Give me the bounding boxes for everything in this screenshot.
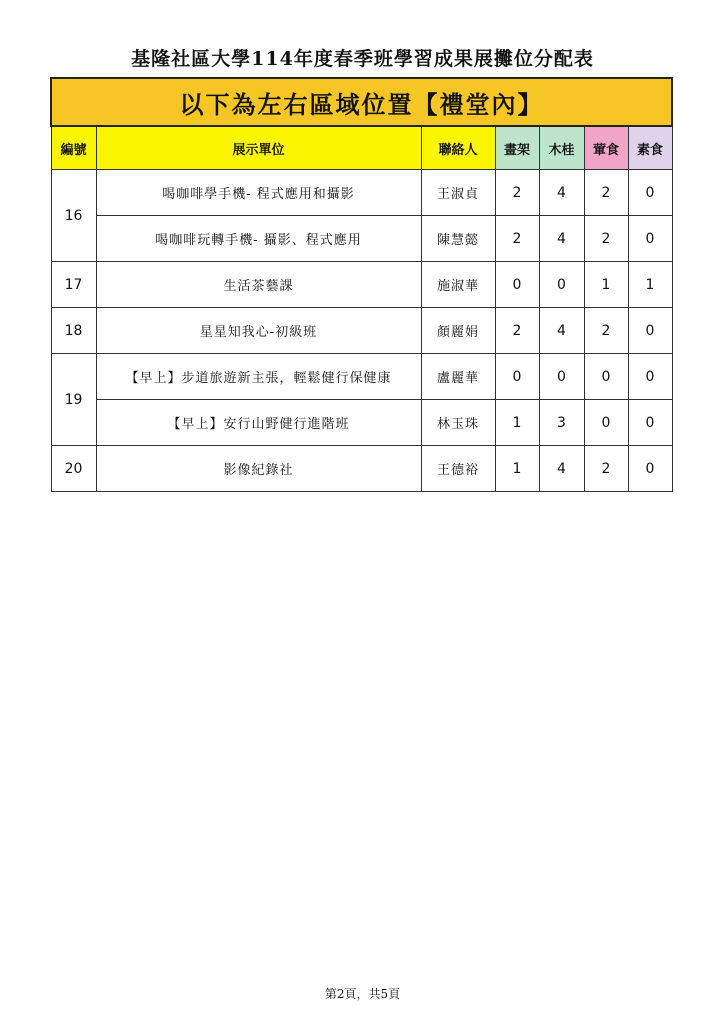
group-id: 17 bbox=[51, 262, 96, 308]
easel-count: 2 bbox=[495, 308, 539, 354]
veg-meal-count: 0 bbox=[628, 170, 672, 216]
veg-meal-count: 0 bbox=[628, 308, 672, 354]
veg-meal-count: 1 bbox=[628, 262, 672, 308]
allocation-table bbox=[50, 77, 673, 492]
table-count: 0 bbox=[539, 354, 584, 400]
easel-count: 0 bbox=[495, 262, 539, 308]
document-title: 基隆社區大學114年度春季班學習成果展攤位分配表 bbox=[131, 48, 594, 70]
contact-name: 施淑華 bbox=[421, 262, 495, 308]
header-contact: 聯絡人 bbox=[421, 126, 495, 170]
table-count: 0 bbox=[539, 262, 584, 308]
group-id: 20 bbox=[51, 446, 96, 492]
table-row bbox=[51, 262, 672, 308]
veg-meal-count: 0 bbox=[628, 446, 672, 492]
group-id: 18 bbox=[51, 308, 96, 354]
header-unit: 展示單位 bbox=[96, 126, 421, 170]
table-row bbox=[51, 216, 672, 262]
unit-name: 喝咖啡玩轉手機- 攝影、程式應用 bbox=[96, 216, 421, 262]
unit-name: 【早上】安行山野健行進階班 bbox=[96, 400, 421, 446]
table-row bbox=[51, 308, 672, 354]
easel-count: 1 bbox=[495, 400, 539, 446]
area-banner: 以下為左右區域位置【禮堂內】 bbox=[51, 78, 672, 126]
contact-name: 盧麗華 bbox=[421, 354, 495, 400]
table-row bbox=[51, 446, 672, 492]
contact-name: 林玉珠 bbox=[421, 400, 495, 446]
unit-name: 影像紀錄社 bbox=[96, 446, 421, 492]
table-count: 4 bbox=[539, 308, 584, 354]
easel-count: 1 bbox=[495, 446, 539, 492]
meat-meal-count: 2 bbox=[584, 216, 628, 262]
meat-meal-count: 2 bbox=[584, 446, 628, 492]
easel-count: 0 bbox=[495, 354, 539, 400]
veg-meal-count: 0 bbox=[628, 354, 672, 400]
header-veg-meal: 素食 bbox=[628, 126, 672, 170]
header-row bbox=[51, 126, 672, 170]
meat-meal-count: 2 bbox=[584, 170, 628, 216]
veg-meal-count: 0 bbox=[628, 216, 672, 262]
contact-name: 陳慧懿 bbox=[421, 216, 495, 262]
table-count: 3 bbox=[539, 400, 584, 446]
header-table: 木桂 bbox=[539, 126, 584, 170]
meat-meal-count: 0 bbox=[584, 354, 628, 400]
header-meat-meal: 葷食 bbox=[584, 126, 628, 170]
header-easel: 畫架 bbox=[495, 126, 539, 170]
veg-meal-count: 0 bbox=[628, 400, 672, 446]
table-row bbox=[51, 170, 672, 216]
page-footer: 第2頁，共5頁 bbox=[324, 987, 401, 1001]
meat-meal-count: 0 bbox=[584, 400, 628, 446]
table-row bbox=[51, 400, 672, 446]
unit-name: 生活茶藝課 bbox=[96, 262, 421, 308]
easel-count: 2 bbox=[495, 170, 539, 216]
header-id: 編號 bbox=[51, 126, 96, 170]
group-id: 19 bbox=[51, 354, 96, 446]
meat-meal-count: 2 bbox=[584, 308, 628, 354]
table-count: 4 bbox=[539, 446, 584, 492]
table-row bbox=[51, 354, 672, 400]
unit-name: 【早上】步道旅遊新主張，輕鬆健行保健康 bbox=[96, 354, 421, 400]
contact-name: 王淑貞 bbox=[421, 170, 495, 216]
table-count: 4 bbox=[539, 170, 584, 216]
contact-name: 王德裕 bbox=[421, 446, 495, 492]
contact-name: 顏麗娟 bbox=[421, 308, 495, 354]
unit-name: 星星知我心-初級班 bbox=[96, 308, 421, 354]
unit-name: 喝咖啡學手機- 程式應用和攝影 bbox=[96, 170, 421, 216]
meat-meal-count: 1 bbox=[584, 262, 628, 308]
table-count: 4 bbox=[539, 216, 584, 262]
group-id: 16 bbox=[51, 170, 96, 262]
easel-count: 2 bbox=[495, 216, 539, 262]
